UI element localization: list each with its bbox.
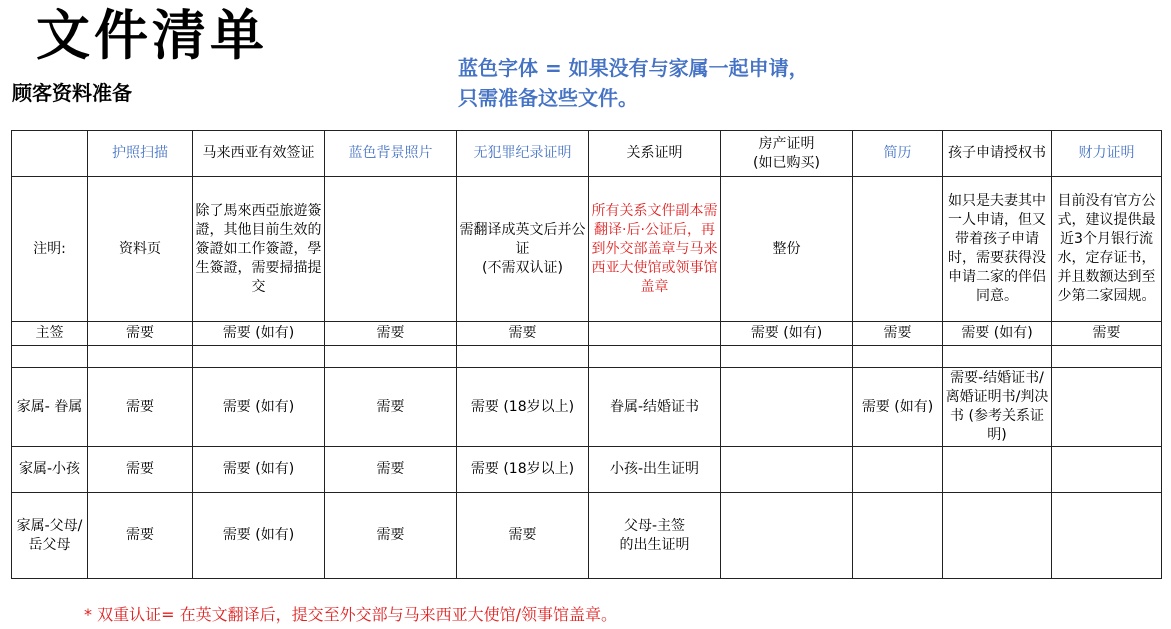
empty-cell [457,346,589,368]
spouse-passport: 需要 [88,368,193,447]
note-relationship: 所有关系文件副本需翻译·后·公证后，再到外交部盖章与马来西亚大使馆或领事馆盖章 [589,177,721,322]
header-financial-proof: 财力证明 [1052,131,1162,177]
empty-cell [12,346,88,368]
header-property-proof [721,131,853,177]
child-passport: 需要 [88,447,193,493]
empty-cell [853,346,943,368]
header-corner-cell [12,131,88,177]
empty-cell [943,493,1052,579]
page-title: 文件清单 [36,3,268,67]
header-passport-scan: 护照扫描 [88,131,193,177]
spouse-photo: 需要 [325,368,457,447]
note-criminal-record [457,177,589,322]
row-label: 家属- 眷属 [12,368,88,447]
spouse-relationship: 眷属-结婚证书 [589,368,721,447]
header-child-authorization: 孩子申请授权书 [943,131,1052,177]
property-proof-condition: (如已购买) [753,154,820,171]
note-financial: 目前没有官方公式，建议提供最近3个月银行流水，定存证书，并且数额达到至少第二家园规。 [1052,177,1162,322]
empty-cell [193,346,325,368]
spouse-child-authorization: 需要-结婚证书/离婚证明书/判决书 (参考关系证明) [943,368,1052,447]
child-criminal-record: 需要 (18岁以上) [457,447,589,493]
main-applicant-row [12,322,1162,346]
empty-cell [853,493,943,579]
parent-photo: 需要 [325,493,457,579]
page-subtitle: 顾客资料准备 [12,81,132,105]
parent-visa: 需要 (如有) [193,493,325,579]
main-criminal-record: 需要 [457,322,589,346]
empty-cell [325,346,457,368]
empty-cell [589,346,721,368]
empty-cell [721,493,853,579]
legend-line-2: 只需准备这些文件。 [458,86,638,110]
empty-cell [721,346,853,368]
header-blue-bg-photo: 蓝色背景照片 [325,131,457,177]
spouse-criminal-record: 需要 (18岁以上) [457,368,589,447]
main-property: 需要 (如有) [721,322,853,346]
spouse-row [12,368,1162,447]
empty-cell [1052,346,1162,368]
header-malaysia-visa: 马来西亚有效签证 [193,131,325,177]
legend-line-1: 蓝色字体 = 如果没有与家属一起申请， [458,56,809,80]
parent-criminal-record: 需要 [457,493,589,579]
note-resume [853,177,943,322]
note-photo [325,177,457,322]
header-resume: 简历 [853,131,943,177]
note-visa: 除了馬來西亞旅遊簽證，其他目前生效的簽證如工作簽證，學生簽證，需要掃描提交 [193,177,325,322]
parent-row [12,493,1162,579]
property-proof-label: 房产证明 [758,135,815,152]
main-passport: 需要 [88,322,193,346]
main-relationship [589,322,721,346]
main-child-authorization: 需要 (如有) [943,322,1052,346]
parent-relationship [589,493,721,579]
notes-row [12,177,1162,322]
empty-cell [88,346,193,368]
empty-cell [1052,493,1162,579]
main-resume: 需要 [853,322,943,346]
empty-cell [943,447,1052,493]
spouse-financial [1052,368,1162,447]
main-visa: 需要 (如有) [193,322,325,346]
note-criminal-record-line-2: (不需双认证) [482,259,563,276]
main-financial: 需要 [1052,322,1162,346]
spouse-resume: 需要 (如有) [853,368,943,447]
header-row [12,131,1162,177]
parent-relationship-line-1: 父母-主签 [623,517,686,534]
spouse-visa: 需要 (如有) [193,368,325,447]
document-checklist-table [11,130,1162,579]
child-row [12,447,1162,493]
empty-cell [721,447,853,493]
header-no-criminal-record: 无犯罪纪录证明 [457,131,589,177]
empty-cell [853,447,943,493]
child-photo: 需要 [325,447,457,493]
spacer-row [12,346,1162,368]
note-child-authorization: 如只是夫妻其中一人申请，但又带着孩子申请时，需要获得没申请二家的伴侣同意。 [943,177,1052,322]
blue-font-legend [458,53,809,113]
main-photo: 需要 [325,322,457,346]
row-label: 家属-小孩 [12,447,88,493]
parent-relationship-line-2: 的出生证明 [619,536,690,553]
notes-label: 注明: [12,177,88,322]
row-label: 家属-父母/岳父母 [12,493,88,579]
footnote-double-certification: * 双重认证= 在英文翻译后，提交至外交部与马来西亚大使馆/领事馆盖章。 [84,605,617,624]
child-visa: 需要 (如有) [193,447,325,493]
parent-passport: 需要 [88,493,193,579]
row-label: 主签 [12,322,88,346]
spouse-property [721,368,853,447]
note-passport: 资料页 [88,177,193,322]
child-relationship: 小孩-出生证明 [589,447,721,493]
empty-cell [1052,447,1162,493]
note-criminal-record-line-1: 需翻译成英文后并公证 [459,221,586,257]
empty-cell [943,346,1052,368]
header-relationship-proof: 关系证明 [589,131,721,177]
note-property: 整份 [721,177,853,322]
